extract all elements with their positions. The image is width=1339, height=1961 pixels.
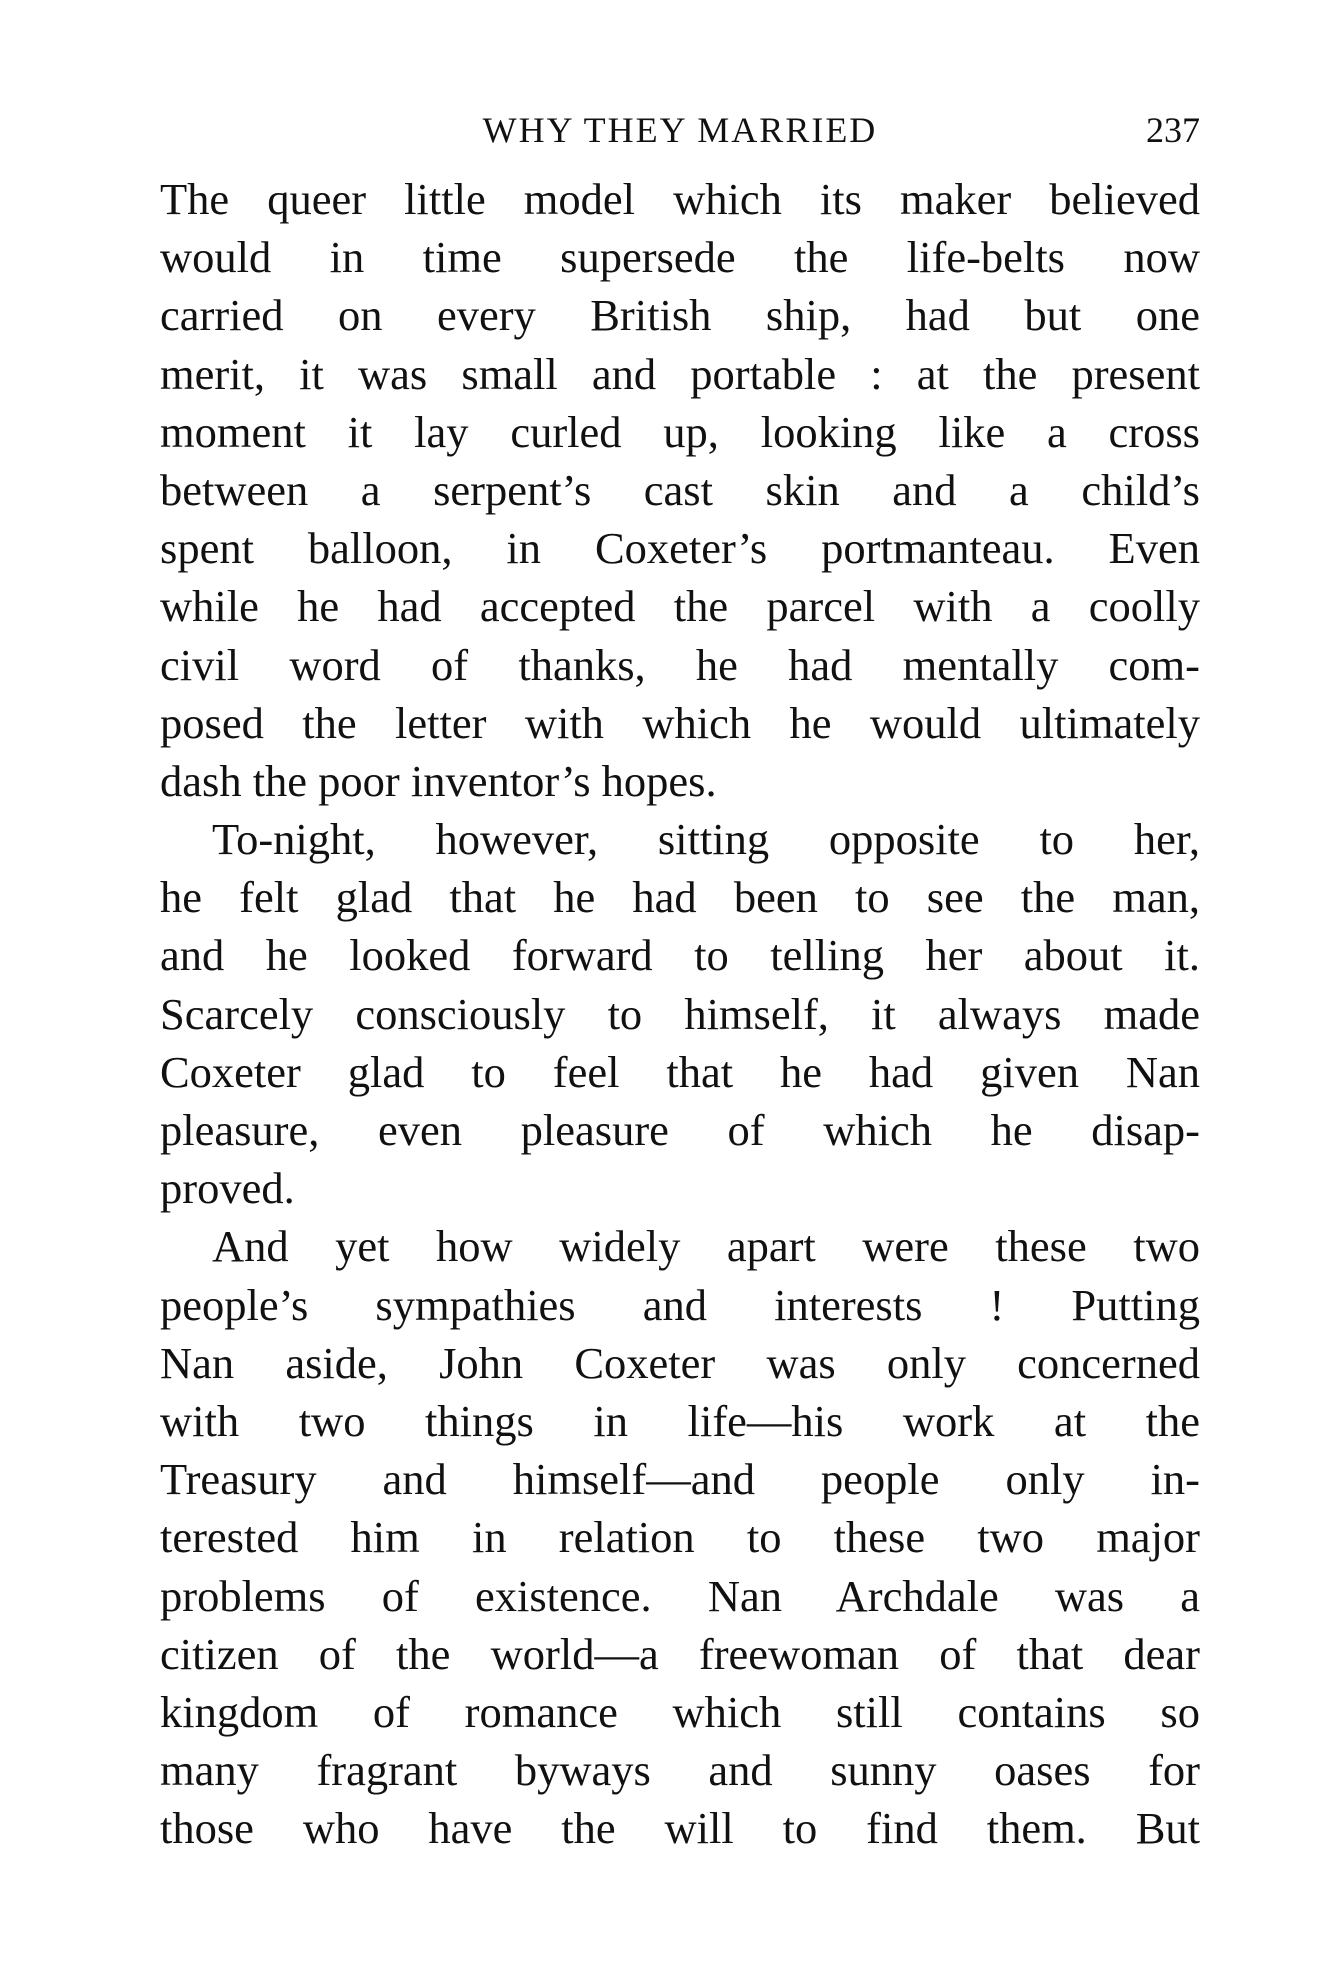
text-line: The queer little model which its maker believed xyxy=(160,174,1200,224)
text-line: spent balloon, in Coxeter’s portmanteau. Even xyxy=(160,523,1200,574)
text-line: citizen of the world—a freewoman of that dear xyxy=(160,1628,1200,1679)
text-line: dash the poor inventor’s hopes. xyxy=(160,755,717,806)
text-line: people’s sympathies and interests ! Putting xyxy=(160,1279,1200,1330)
text-line: Treasury and himself—and people only in- xyxy=(160,1454,1200,1505)
text-line: civil word of thanks, he had mentally com- xyxy=(160,639,1200,690)
text-line: merit, it was small and portable : at the present xyxy=(160,348,1200,399)
text-line: with two things in life—his work at the xyxy=(160,1395,1200,1446)
text-line: posed the letter with which he would ultimately xyxy=(160,697,1200,748)
body-text xyxy=(160,170,1200,1857)
text-line: To-night, however, sitting opposite to her, xyxy=(212,814,1200,865)
text-line: many fragrant byways and sunny oases for xyxy=(160,1745,1200,1796)
text-line: kingdom of romance which still contains so xyxy=(160,1686,1200,1737)
text-line: Scarcely consciously to himself, it always made xyxy=(160,988,1200,1039)
text-line: those who have the will to find them. But xyxy=(160,1803,1200,1854)
text-line: would in time supersede the life-belts now xyxy=(160,232,1200,283)
running-title: WHY THEY MARRIED xyxy=(482,110,878,150)
text-line: and he looked forward to telling her about it. xyxy=(160,930,1200,981)
page-number: 237 xyxy=(1146,110,1200,150)
text-line: while he had accepted the parcel with a coolly xyxy=(160,581,1200,632)
paragraph xyxy=(160,810,1200,1217)
text-line: moment it lay curled up, looking like a cross xyxy=(160,406,1200,457)
text-line: between a serpent’s cast skin and a child’s xyxy=(160,464,1200,515)
running-head xyxy=(160,104,1200,156)
text-line: terested him in relation to these two major xyxy=(160,1512,1200,1563)
paragraph xyxy=(160,1217,1200,1857)
text-line: Nan aside, John Coxeter was only concerned xyxy=(160,1337,1200,1388)
text-line: And yet how widely apart were these two xyxy=(212,1221,1200,1272)
text-line: Coxeter glad to feel that he had given Nan xyxy=(160,1046,1200,1097)
text-line: problems of existence. Nan Archdale was a xyxy=(160,1570,1200,1621)
paragraph xyxy=(160,170,1200,810)
text-line: carried on every British ship, had but one xyxy=(160,290,1200,341)
text-line: proved. xyxy=(160,1163,295,1214)
text-line: he felt glad that he had been to see the man, xyxy=(160,872,1200,923)
text-line: pleasure, even pleasure of which he disap- xyxy=(160,1105,1200,1155)
